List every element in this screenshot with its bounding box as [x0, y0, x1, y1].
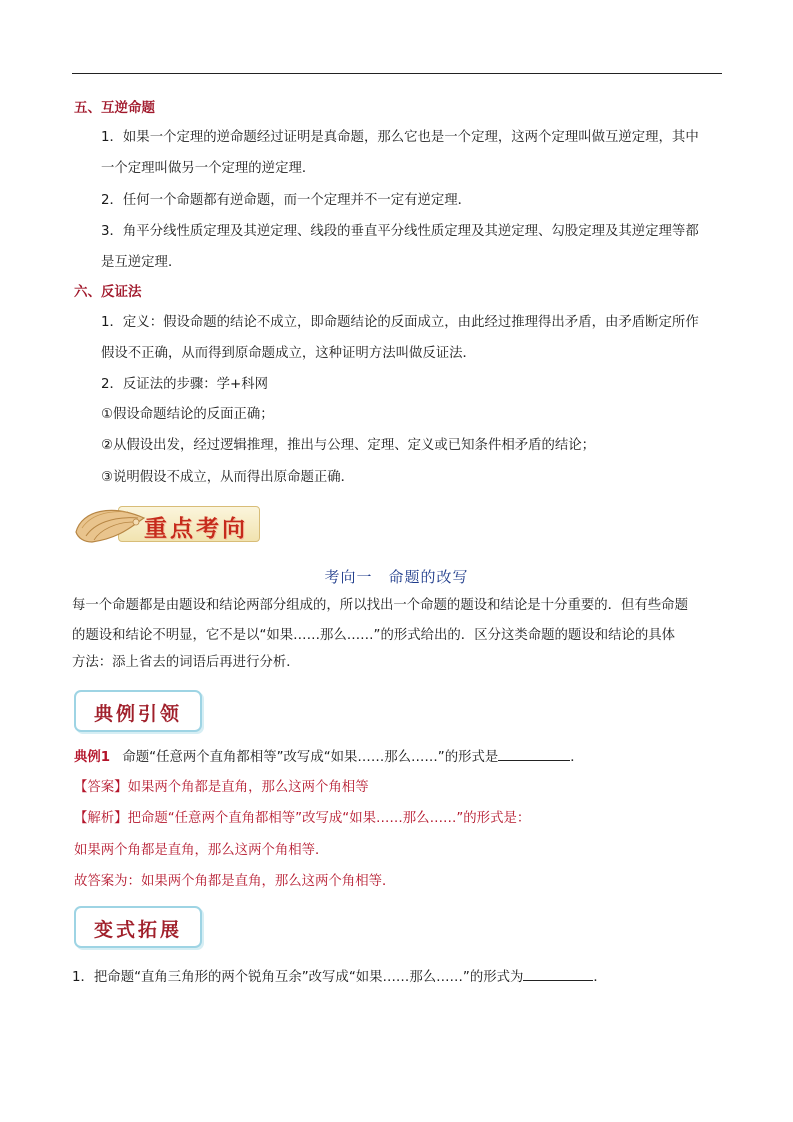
- exercise1-end: ．: [593, 970, 607, 985]
- variant-extension-box: [74, 906, 202, 948]
- exercise1-row: [72, 968, 607, 987]
- analysis-tag: 【解析】: [74, 811, 128, 826]
- section5-heading: 五、互逆命题: [74, 100, 155, 116]
- example1-analysis-line3: 故答案为：如果两个角都是直角，那么这两个角相等．: [74, 874, 396, 889]
- example1-analysis-row: [74, 810, 530, 828]
- example1-tag: 典例1: [74, 750, 111, 765]
- exercise1-answer-blank: [523, 968, 593, 981]
- example1-question-row: [74, 748, 584, 767]
- topic-intro-line1: 每一个命题都是由题设和结论两部分组成的，所以找出一个命题的题设和结论是十分重要的．但有些命题: [72, 598, 688, 613]
- exercise1-text: 1．把命题“直角三角形的两个锐角互余”改写成“如果……那么……”的形式为: [72, 970, 524, 985]
- section6-p1-line1: 1．定义：假设命题的结论不成立，即命题结论的反面成立，由此经过推理得出矛盾，由矛盾断定所作: [101, 315, 699, 330]
- section6-p2: 2．反证法的步骤：学+科网: [101, 377, 269, 392]
- section6-step3: ③说明假设不成立，从而得出原命题正确．: [101, 470, 355, 485]
- example1-question: 命题“任意两个直角都相等”改写成“如果……那么……”的形式是: [122, 750, 499, 765]
- banner-title: 重点考向: [144, 515, 248, 542]
- topic-title: [0, 566, 793, 587]
- header-rule: [72, 73, 722, 74]
- section6-heading: 六、反证法: [74, 284, 142, 300]
- section5-p3-line1: 3．角平分线性质定理及其逆定理、线段的垂直平分线性质定理及其逆定理、勾股定理及其逆定理等都: [101, 224, 699, 239]
- answer-tag: 【答案】: [74, 780, 128, 795]
- topic-intro-line2: 的题设和结论不明显，它不是以“如果……那么……”的形式给出的．区分这类命题的题设和结论的具体: [72, 628, 676, 643]
- section6-step1: ①假设命题结论的反面正确；: [101, 407, 274, 422]
- example1-answer: 如果两个角都是直角，那么这两个角相等: [127, 780, 369, 795]
- section6-p1-line2: 假设不正确，从而得到原命题成立，这种证明方法叫做反证法．: [101, 346, 476, 361]
- example1-answer-row: [74, 779, 369, 797]
- topic-intro-line3: 方法：添上省去的词语后再进行分析．: [72, 655, 300, 670]
- key-topics-banner: [72, 498, 262, 548]
- example-leading-label: 典例引领: [93, 703, 182, 725]
- topic-name: 命题的改写: [388, 568, 469, 586]
- topic-number: 考向一: [324, 568, 373, 586]
- example-leading-box: [74, 690, 202, 732]
- section5-p1-line1: 1．如果一个定理的逆命题经过证明是真命题，那么它也是一个定理，这两个定理叫做互逆定理，其中: [101, 130, 699, 145]
- variant-extension-label: 变式拓展: [93, 919, 182, 941]
- example1-question-end: ．: [570, 750, 584, 765]
- example1-analysis-line1: 把命题“任意两个直角都相等”改写成“如果……那么……”的形式是：: [127, 811, 531, 826]
- example1-answer-blank: [498, 748, 570, 761]
- conch-shell-icon: [72, 502, 152, 546]
- section5-p3-line2: 是互逆定理．: [101, 255, 182, 270]
- section6-step2: ②从假设出发，经过逻辑推理，推出与公理、定理、定义或已知条件相矛盾的结论；: [101, 438, 596, 453]
- example1-analysis-line2: 如果两个角都是直角，那么这两个角相等．: [74, 843, 329, 858]
- section5-p1-line2: 一个定理叫做另一个定理的逆定理．: [101, 161, 316, 176]
- section5-p2: 2．任何一个命题都有逆命题，而一个定理并不一定有逆定理．: [101, 193, 472, 208]
